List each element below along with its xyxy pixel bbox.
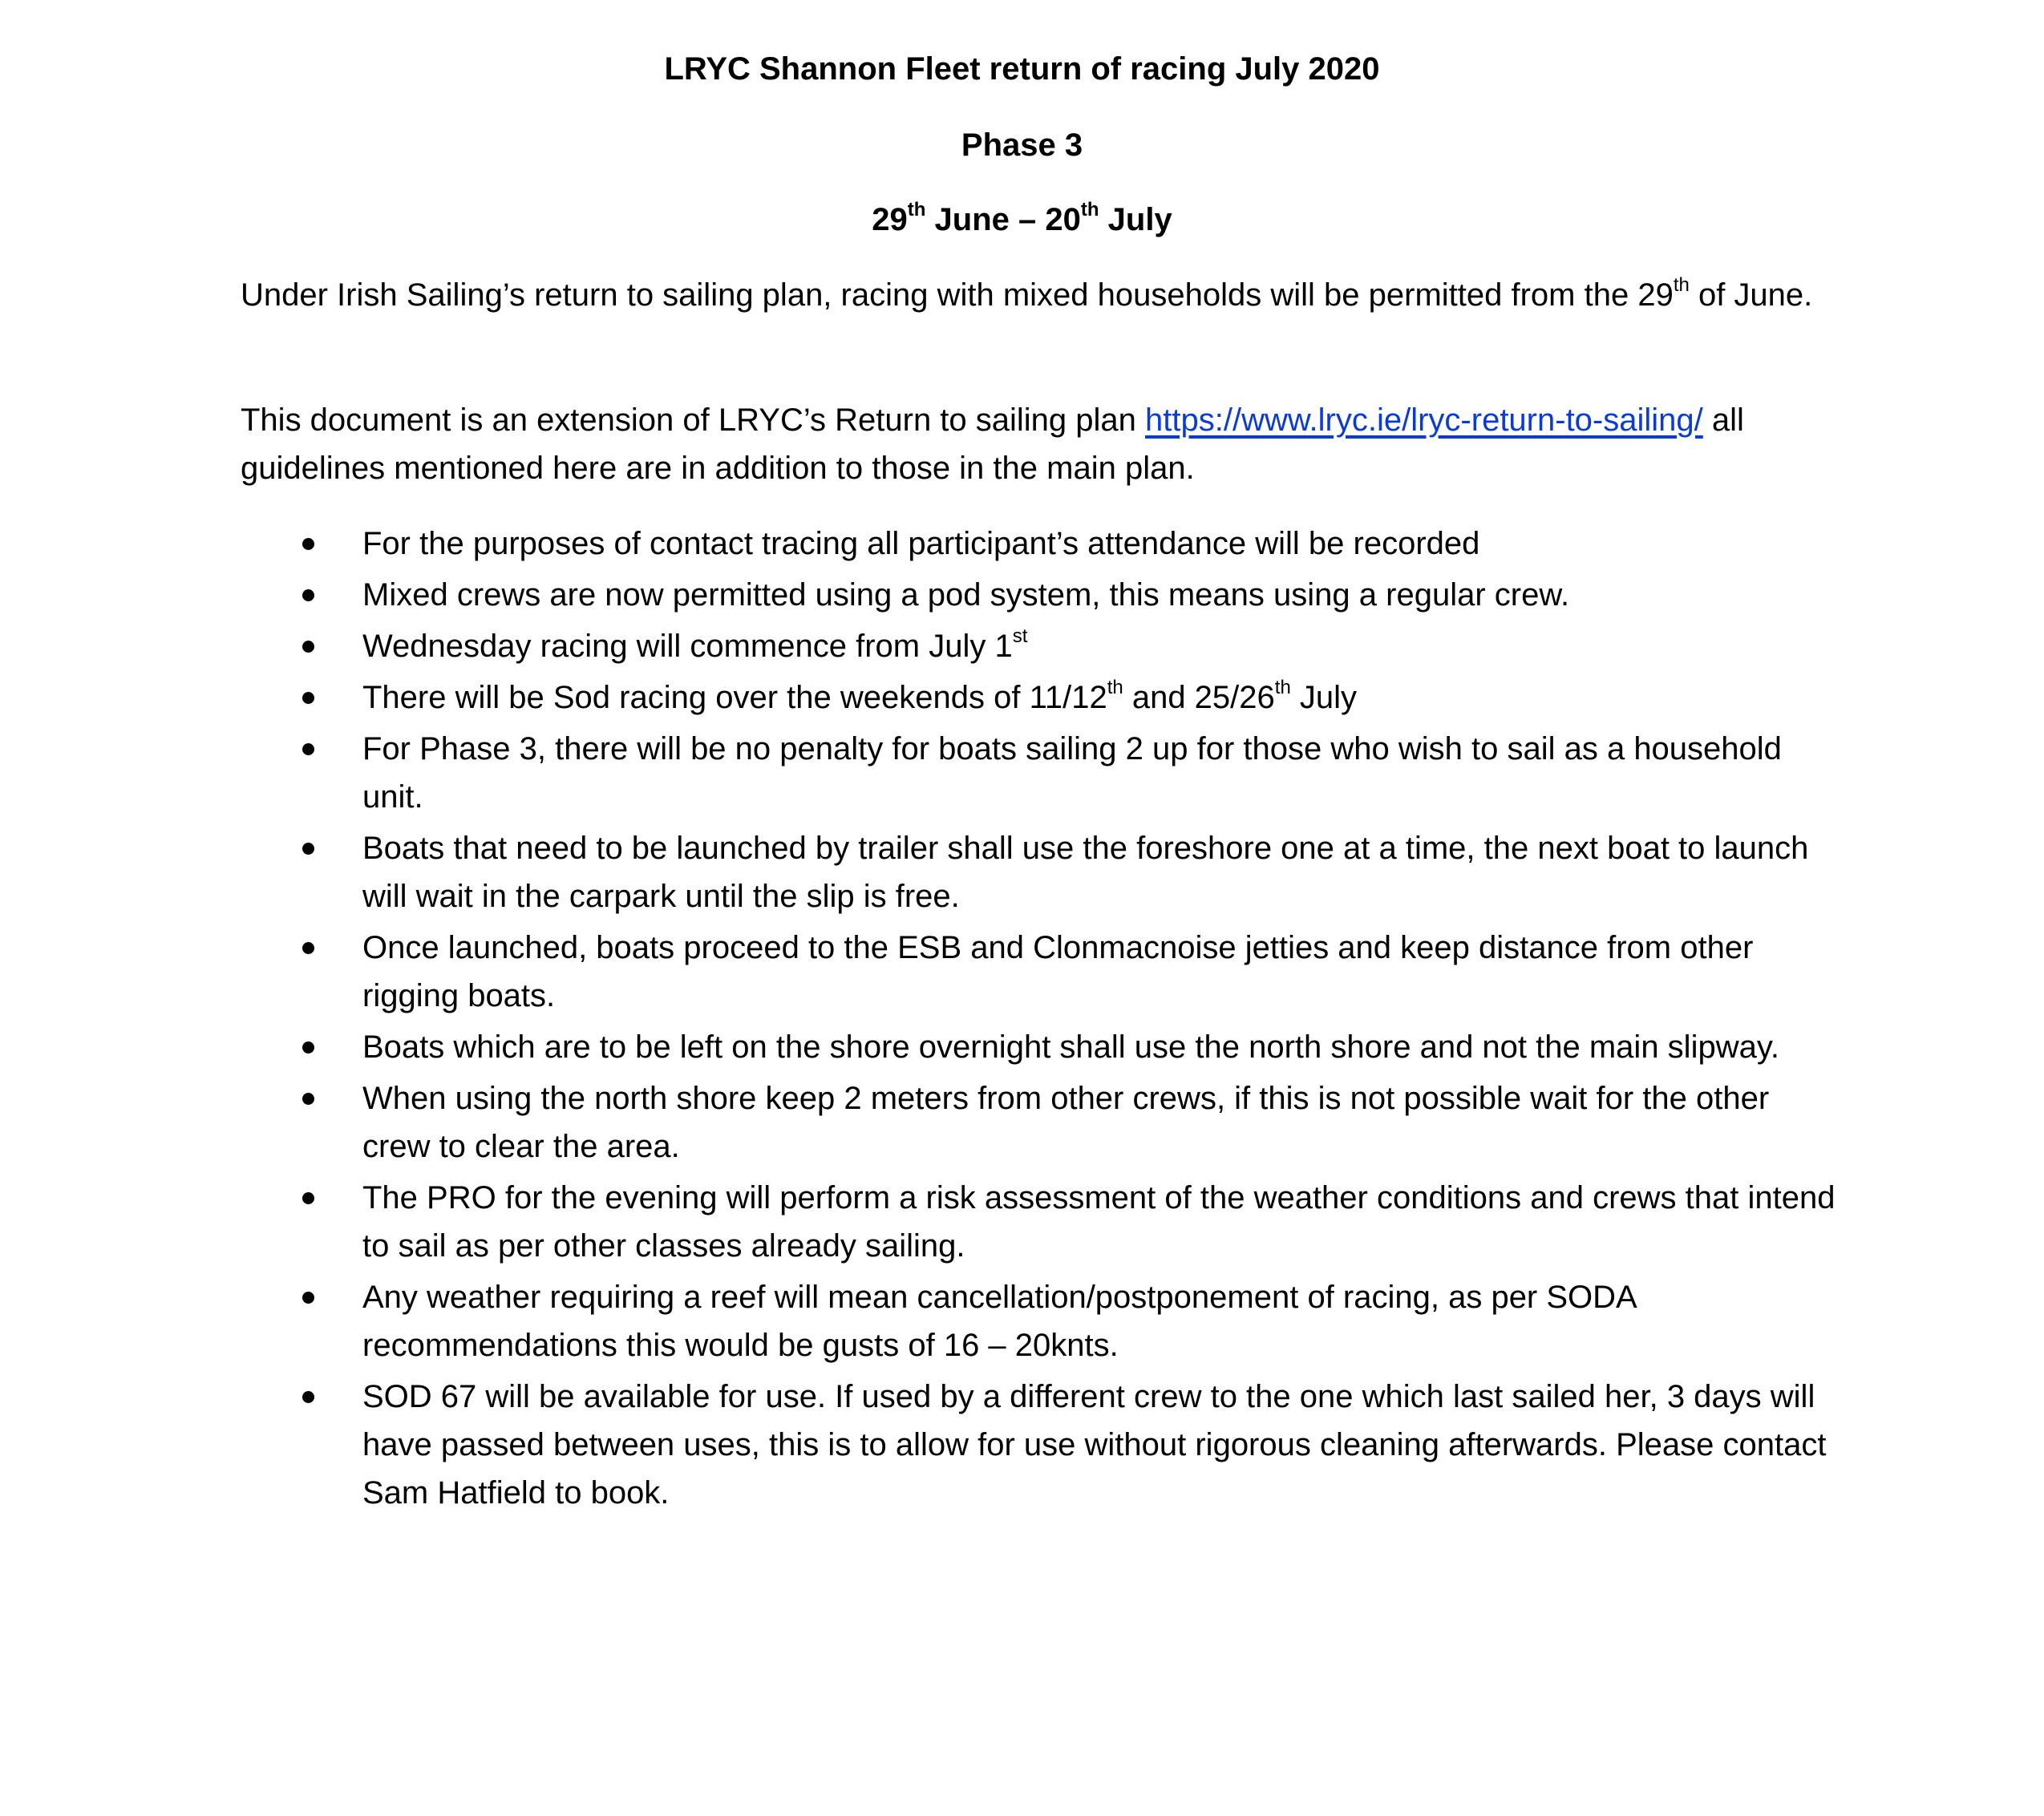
- bullet-icon: [302, 1093, 314, 1105]
- bullet-text: Mixed crews are now permitted using a pod system, this means using a regular crew.: [362, 577, 1570, 613]
- bullet-text: Boats that need to be launched by trailer shall use the foreshore one at a time, the next boat to launch will wait in the carpark until the slip is free.: [362, 831, 1809, 914]
- intro-tail: of June.: [1689, 277, 1813, 313]
- list-item: [241, 1174, 1836, 1270]
- date-end-day: 20: [1045, 202, 1081, 237]
- bullet-icon: [302, 538, 314, 550]
- guidelines-list: [241, 520, 1836, 1520]
- date-start-day: 29: [872, 202, 908, 237]
- bullet-text: For the purposes of contact tracing all participant’s attendance will be recorded: [362, 526, 1480, 561]
- phase-heading: Phase 3: [961, 127, 1083, 163]
- date-start-month: June –: [925, 202, 1046, 237]
- bullet-icon: [302, 743, 314, 755]
- intro-text: Under Irish Sailing’s return to sailing plan, racing with mixed households will be permitted from the 29: [241, 277, 1674, 313]
- date-start-suffix: th: [907, 198, 926, 220]
- list-item: [241, 571, 1836, 619]
- bullet-text: There will be Sod racing over the weekends of 11/12: [362, 680, 1107, 715]
- extension-text: This document is an extension of LRYC’s Return to sailing plan: [241, 402, 1146, 438]
- intro-paragraph: [241, 271, 1828, 319]
- bullet-suffix: st: [1012, 625, 1028, 647]
- list-item: [241, 1023, 1836, 1071]
- list-item: [241, 725, 1836, 821]
- list-item: [241, 1373, 1836, 1517]
- bullet-suffix: th: [1107, 676, 1123, 698]
- bullet-icon: [302, 1192, 314, 1204]
- list-item: [241, 520, 1836, 568]
- bullet-text: SOD 67 will be available for use. If used by a different crew to the one which last sailed her, 3 days will have passed between uses, this is to allow for use without rigorous cleaning afterwards. Please contact Sam Hatfield to book.: [362, 1379, 1827, 1511]
- list-item: [241, 1273, 1836, 1369]
- bullet-icon: [302, 843, 314, 855]
- bullet-suffix: th: [1274, 676, 1291, 698]
- bullet-text: Any weather requiring a reef will mean cancellation/postponement of racing, as per SODA recommendations this would be gusts of 16 – 20knts.: [362, 1280, 1636, 1363]
- document-title: LRYC Shannon Fleet return of racing July 2020: [664, 51, 1380, 87]
- extension-paragraph: [241, 396, 1828, 492]
- bullet-text: Once launched, boats proceed to the ESB and Clonmacnoise jetties and keep distance from other rigging boats.: [362, 930, 1754, 1013]
- bullet-icon: [302, 641, 314, 653]
- date-end-month: July: [1099, 202, 1172, 237]
- list-item: [241, 622, 1836, 670]
- list-item: [241, 1074, 1836, 1171]
- date-range-heading: [0, 200, 2044, 239]
- date-end-suffix: th: [1080, 198, 1099, 220]
- return-to-sailing-link[interactable]: https://www.lryc.ie/lryc-return-to-sailing/: [1145, 402, 1703, 438]
- bullet-icon: [302, 1041, 314, 1054]
- list-item: [241, 924, 1836, 1020]
- list-item: [241, 673, 1836, 722]
- bullet-text: and 25/26: [1123, 680, 1275, 715]
- intro-suffix: th: [1673, 273, 1690, 296]
- bullet-text: July: [1290, 680, 1358, 715]
- bullet-icon: [302, 1391, 314, 1403]
- bullet-icon: [302, 1292, 314, 1304]
- bullet-text: Wednesday racing will commence from July 1: [362, 629, 1013, 664]
- list-item: [241, 824, 1836, 920]
- bullet-icon: [302, 589, 314, 601]
- extension-tail: all guidelines mentioned here are in addition to those in the main plan.: [241, 402, 1744, 486]
- bullet-text: The PRO for the evening will perform a risk assessment of the weather conditions and crews that intend to sail as per other classes already sailing.: [362, 1180, 1836, 1264]
- bullet-icon: [302, 692, 314, 704]
- bullet-text: For Phase 3, there will be no penalty for boats sailing 2 up for those who wish to sail as a household unit.: [362, 731, 1782, 815]
- bullet-text: When using the north shore keep 2 meters from other crews, if this is not possible wait for the other crew to clear the area.: [362, 1081, 1770, 1164]
- bullet-icon: [302, 942, 314, 954]
- bullet-text: Boats which are to be left on the shore overnight shall use the north shore and not the main slipway.: [362, 1029, 1779, 1065]
